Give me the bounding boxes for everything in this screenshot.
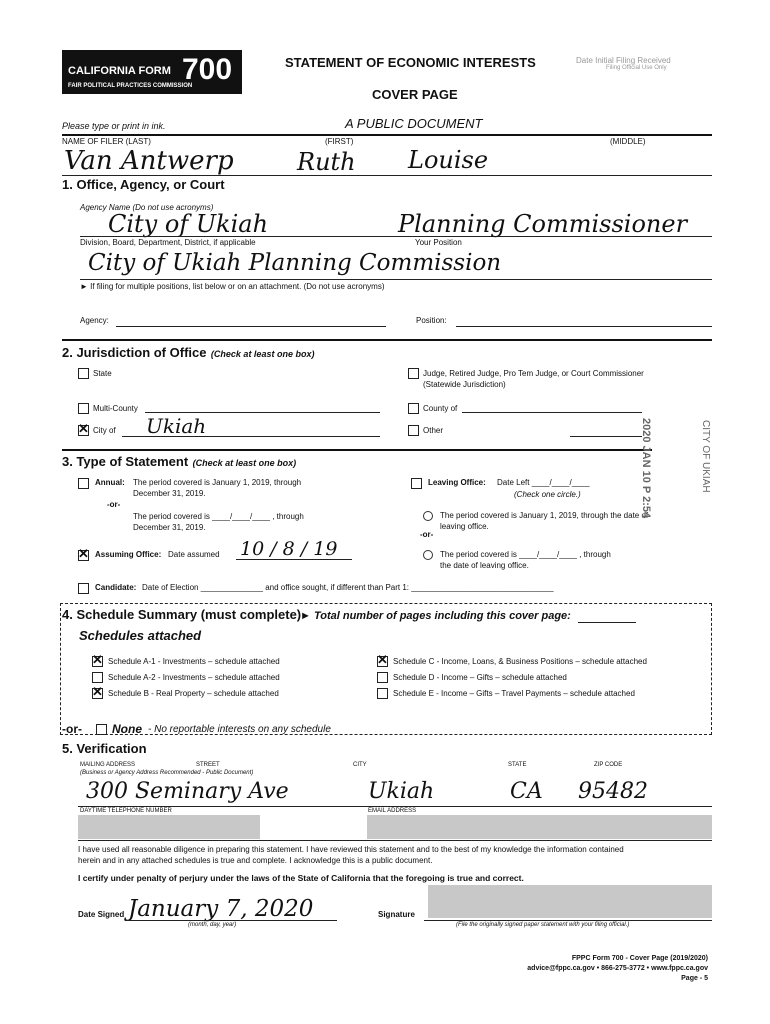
date-signed-value[interactable]: January 7, 2020 <box>128 896 314 922</box>
check-one-circle: (Check one circle.) <box>514 490 581 499</box>
section2-hint: (Check at least one box) <box>210 349 315 359</box>
leaving-opt1-text: The period covered is January 1, 2019, through the date of <box>440 511 649 520</box>
state-value[interactable]: CA <box>510 779 543 804</box>
phone-label: DAYTIME TELEPHONE NUMBER <box>80 808 172 814</box>
phone-redaction <box>78 815 260 839</box>
leaving-or: -or- <box>420 530 434 539</box>
position-value[interactable]: Planning Commissioner <box>398 210 688 238</box>
signature-hint: (File the originally signed paper statement with your filing official.) <box>456 922 630 928</box>
received-stamp-date: 2020 JAN 10 P 2:54 <box>640 418 652 519</box>
date-hint: (month, day, year) <box>188 922 237 928</box>
filer-first-label: (FIRST) <box>325 137 354 146</box>
annual-label: Annual: <box>95 478 125 487</box>
section2-title: 2. Jurisdiction of Office <box>62 345 207 360</box>
schedules-attached: Schedules attached <box>79 628 202 643</box>
signature-label: Signature <box>378 910 415 919</box>
city-checkbox[interactable] <box>78 425 89 436</box>
public-document: A PUBLIC DOCUMENT <box>345 116 483 131</box>
received-stamp-org: CITY OF UKIAH <box>700 420 711 493</box>
schedule-b-label: Schedule B - Real Property – schedule attached <box>108 689 279 698</box>
leaving-checkbox[interactable] <box>411 478 422 489</box>
division-label: Division, Board, Department, District, if applicable <box>80 238 256 247</box>
none-checkbox[interactable] <box>96 724 107 735</box>
annual-checkbox[interactable] <box>78 478 89 489</box>
assuming-label: Assuming Office: <box>95 550 162 559</box>
filer-middle-value[interactable]: Louise <box>408 146 489 174</box>
other-checkbox[interactable] <box>408 425 419 436</box>
section3-title: 3. Type of Statement <box>62 454 189 469</box>
division-value[interactable]: City of Ukiah Planning Commission <box>88 250 502 276</box>
multi-county-checkbox[interactable] <box>78 403 89 414</box>
leaving-text: Date Left ____/____/____ <box>497 478 590 487</box>
filer-last-label: NAME OF FILER (LAST) <box>62 137 151 146</box>
none-or: -or- <box>62 722 82 736</box>
diligence-text: I have used all reasonable diligence in preparing this statement. I have reviewed this statement and to the best of my knowledge the information contained <box>78 845 624 854</box>
street-value[interactable]: 300 Seminary Ave <box>86 779 289 804</box>
multi-county-label: Multi-County <box>93 404 138 413</box>
judge-label-2: (Statewide Jurisdiction) <box>423 380 506 389</box>
leaving-opt2-radio[interactable] <box>423 550 433 560</box>
filer-first-value[interactable]: Ruth <box>297 148 356 176</box>
assuming-date[interactable]: 10 / 8 / 19 <box>240 538 338 560</box>
filer-middle-label: (MIDDLE) <box>610 137 646 146</box>
mailing-label: MAILING ADDRESS <box>80 762 136 768</box>
annual-or: -or- <box>107 500 121 509</box>
zip-value[interactable]: 95482 <box>578 779 648 804</box>
print-note: Please type or print in ink. <box>62 121 166 131</box>
agency-label: Agency Name (Do not use acronyms) <box>80 203 214 212</box>
schedule-e-label: Schedule E - Income – Gifts – Travel Payments – schedule attached <box>393 689 635 698</box>
leaving-opt1-text-2: leaving office. <box>440 522 489 531</box>
candidate-label: Candidate: <box>95 583 137 592</box>
leaving-opt1-radio[interactable] <box>423 511 433 521</box>
city-value[interactable]: Ukiah <box>146 414 207 438</box>
schedule-a1-label: Schedule A-1 - Investments – schedule attached <box>108 657 280 666</box>
form-badge <box>62 50 242 94</box>
total-pages-label: ► Total number of pages including this cover page: <box>300 610 571 622</box>
footer-page: Page - 5 <box>681 975 708 982</box>
other-label: Other <box>423 426 444 435</box>
annual-text-3: The period covered is ____/____/____ , through <box>133 512 304 521</box>
schedule-c-label: Schedule C - Income, Loans, & Business Positions – schedule attached <box>393 657 647 666</box>
schedule-a2-checkbox[interactable] <box>92 672 103 683</box>
form-label: CALIFORNIA FORM <box>68 65 171 77</box>
footer-contact: advice@fppc.ca.gov • 866-275-3772 • www.fppc.ca.gov <box>527 965 708 972</box>
diligence-text-2: herein and in any attached schedules is true and complete. I acknowledge this is a public document. <box>78 856 433 865</box>
none-label: None <box>112 722 142 736</box>
multiple-positions-note: ► If filing for multiple positions, list below or on an attachment. (Do not use acronyms) <box>80 282 385 291</box>
street-label: STREET <box>196 762 220 768</box>
stamp-line1: Date Initial Filing Received <box>576 56 671 65</box>
schedule-d-label: Schedule D - Income – Gifts – schedule attached <box>393 673 567 682</box>
assuming-text: Date assumed <box>168 550 220 559</box>
position-label: Your Position <box>415 238 462 247</box>
state-label: State <box>93 369 112 378</box>
footer <box>527 954 708 984</box>
annual-text-4: December 31, 2019. <box>133 523 206 532</box>
judge-label: Judge, Retired Judge, Pro Tem Judge, or Court Commissioner <box>423 369 644 378</box>
agency2-label: Agency: <box>80 316 109 325</box>
certify-text: I certify under penalty of perjury under the laws of the State of California that the foregoing is true and correct. <box>78 873 524 883</box>
candidate-text: Date of Election ______________ and office sought, if different than Part 1: ________________________________ <box>142 583 554 592</box>
section1-title: 1. Office, Agency, or Court <box>62 177 225 192</box>
county-checkbox[interactable] <box>408 403 419 414</box>
annual-text-1: The period covered is January 1, 2019, through <box>133 478 302 487</box>
section5-title: 5. Verification <box>62 741 147 756</box>
leaving-opt2-text-2: the date of leaving office. <box>440 561 529 570</box>
cover-page-title: COVER PAGE <box>372 87 458 102</box>
county-label: County of <box>423 404 458 413</box>
schedule-c-checkbox[interactable] <box>377 656 388 667</box>
schedule-d-checkbox[interactable] <box>377 672 388 683</box>
leaving-label: Leaving Office: <box>428 478 486 487</box>
date-signed-label: Date Signed <box>78 910 125 919</box>
agency-value[interactable]: City of Ukiah <box>108 210 269 238</box>
state-field-label: STATE <box>508 762 527 768</box>
position2-label: Position: <box>416 316 447 325</box>
leaving-opt2-text: The period covered is ____/____/____ , through <box>440 550 611 559</box>
city-label: City of <box>93 426 116 435</box>
filer-last-value[interactable]: Van Antwerp <box>64 146 234 176</box>
stamp-box <box>576 56 716 71</box>
candidate-checkbox[interactable] <box>78 583 89 594</box>
section3-heading <box>62 453 296 471</box>
schedule-b-checkbox[interactable] <box>92 688 103 699</box>
annual-text-2: December 31, 2019. <box>133 489 206 498</box>
schedule-a1-checkbox[interactable] <box>92 656 103 667</box>
form-title: STATEMENT OF ECONOMIC INTERESTS <box>285 55 536 70</box>
email-redaction <box>367 815 712 839</box>
assuming-checkbox[interactable] <box>78 550 89 561</box>
zip-label: ZIP CODE <box>594 762 623 768</box>
city-field-label: CITY <box>353 762 367 768</box>
section3-hint: (Check at least one box) <box>192 458 297 468</box>
commission-name: FAIR POLITICAL PRACTICES COMMISSION <box>68 83 193 89</box>
state-checkbox[interactable] <box>78 368 89 379</box>
city-address-value[interactable]: Ukiah <box>368 779 435 804</box>
none-text: - No reportable interests on any schedule <box>148 724 331 735</box>
form-number: 700 <box>182 53 233 86</box>
judge-checkbox[interactable] <box>408 368 419 379</box>
section2-heading <box>62 344 314 362</box>
mailing-hint: (Business or Agency Address Recommended - Public Document) <box>80 770 254 776</box>
schedule-e-checkbox[interactable] <box>377 688 388 699</box>
section4-title: 4. Schedule Summary (must complete) <box>62 607 302 622</box>
email-label: EMAIL ADDRESS <box>368 808 417 814</box>
stamp-line2: Filing Official Use Only <box>606 65 667 71</box>
signature-redaction <box>428 885 712 918</box>
schedule-a2-label: Schedule A-2 - Investments – schedule attached <box>108 673 280 682</box>
footer-form: FPPC Form 700 - Cover Page (2019/2020) <box>571 955 708 962</box>
